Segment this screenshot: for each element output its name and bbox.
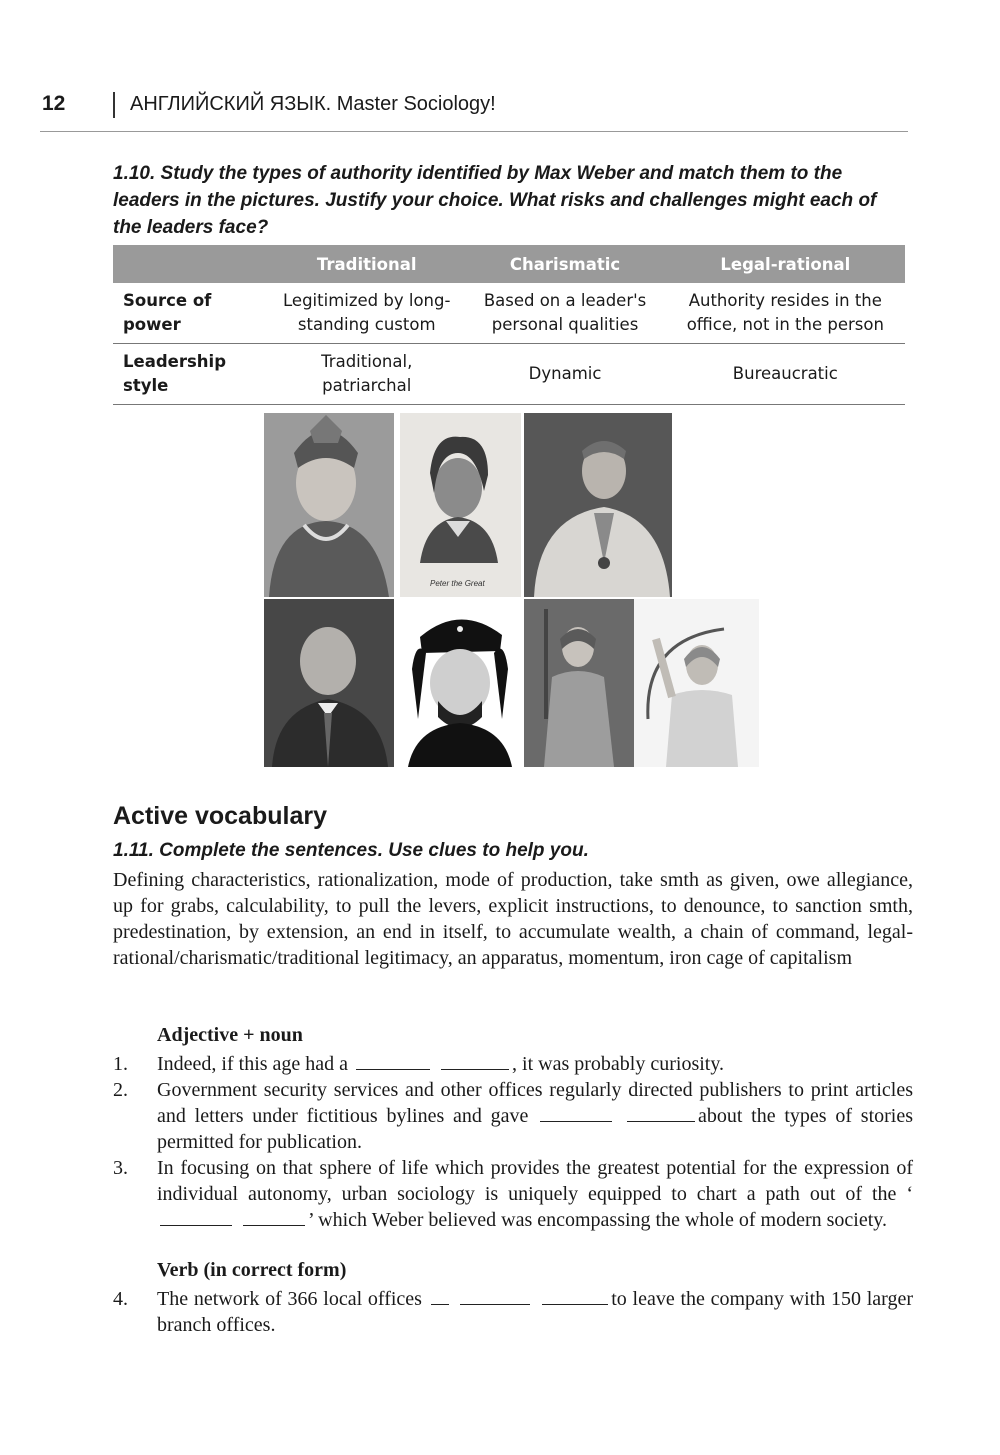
photo-caption: Peter the Great (430, 579, 485, 588)
item-number: 3. (113, 1157, 128, 1179)
answer-blank[interactable] (627, 1103, 695, 1122)
portrait-joan-of-arc (524, 599, 634, 767)
column-header-legal-rational: Legal-rational (666, 245, 905, 283)
answer-blank[interactable] (243, 1207, 305, 1226)
item-text-before: Government security services and other offices regularly directed publishers to print articles and letters under fictitious bylines and gave (157, 1079, 913, 1127)
answer-blank[interactable] (160, 1207, 232, 1226)
item-text-before: The network of 366 local offices (157, 1288, 422, 1310)
exercise-item-2 (113, 1077, 913, 1155)
row-header-leadership-style: Leadership style (113, 344, 269, 405)
answer-blank[interactable] (542, 1286, 608, 1305)
page-number: 12 (42, 92, 66, 115)
answer-blank[interactable] (460, 1286, 530, 1305)
portrait-che-guevara (398, 599, 522, 767)
table-row (113, 344, 905, 405)
column-header-charismatic: Charismatic (464, 245, 665, 283)
table-cell: Authority resides in the office, not in the person (666, 283, 905, 344)
answer-blank[interactable] (431, 1286, 449, 1305)
portrait-peter-the-great (400, 413, 521, 597)
item-number: 2. (113, 1079, 128, 1101)
item-text-after: to leave the company with 150 larger branch offices. (157, 1288, 913, 1336)
item-text-after: about the types of stories permitted for publication. (157, 1105, 914, 1153)
item-text-after: ’ which Weber believed was encompassing the whole of modern society. (308, 1209, 887, 1231)
table-cell: Dynamic (464, 344, 665, 405)
vocabulary-clues: Defining characteristics, rationalization, mode of production, take smth as given, owe allegiance, up for grabs, calculability, to pull the levers, explicit instructions, to denounce, to sanction smth, predestination, by extension, an end in itself, to accumulate wealth, a chain of command, legal-rational/charismatic/traditional legitimacy, an apparatus, momentum, iron cage of capitalism (113, 869, 913, 969)
group-heading-adjective-noun: Adjective + noun (157, 1024, 303, 1046)
header-divider (113, 92, 115, 118)
answer-blank[interactable] (356, 1051, 430, 1070)
authority-types-table (113, 245, 905, 405)
table-row (113, 283, 905, 344)
item-text-before: Indeed, if this age had a (157, 1053, 349, 1075)
table-corner-header (113, 245, 269, 283)
item-number: 1. (113, 1053, 128, 1075)
running-title: АНГЛИЙСКИЙ ЯЗЫК. Master Sociology! (130, 93, 496, 115)
item-text-after: , it was probably curiosity. (512, 1053, 725, 1075)
portrait-napoleon (524, 413, 672, 597)
group-heading-verb: Verb (in correct form) (157, 1259, 347, 1281)
section-heading: Active vocabulary (113, 802, 327, 830)
exercise-1-10-instruction: 1.10. Study the types of authority identified by Max Weber and match them to the leaders in the pictures. Justify your choice. What risks and challenges might each of the leaders face? (113, 163, 877, 238)
answer-blank[interactable] (441, 1051, 509, 1070)
answer-blank[interactable] (540, 1103, 612, 1122)
header-rule (40, 131, 908, 132)
item-text-before: In focusing on that sphere of life which provides the greatest potential for the expression of individual autonomy, urban sociology is uniquely equipped to chart a path out of the ‘ (157, 1157, 913, 1205)
exercise-item-4 (113, 1286, 913, 1338)
column-header-traditional: Traditional (269, 245, 464, 283)
portrait-queen-victoria (264, 413, 394, 597)
table-cell: Legitimized by long-standing custom (269, 283, 464, 344)
item-number: 4. (113, 1288, 128, 1310)
exercise-1-11-instruction: 1.11. Complete the sentences. Use clues to help you. (113, 840, 589, 861)
exercise-item-3 (113, 1155, 913, 1233)
table-cell: Traditional, patriarchal (269, 344, 464, 405)
portrait-gorbachev (264, 599, 394, 767)
portrait-angela-merkel (634, 599, 759, 767)
row-header-source-of-power: Source of power (113, 283, 269, 344)
table-cell: Based on a leader's personal qualities (464, 283, 665, 344)
table-cell: Bureaucratic (666, 344, 905, 405)
exercise-item-1 (113, 1051, 913, 1077)
